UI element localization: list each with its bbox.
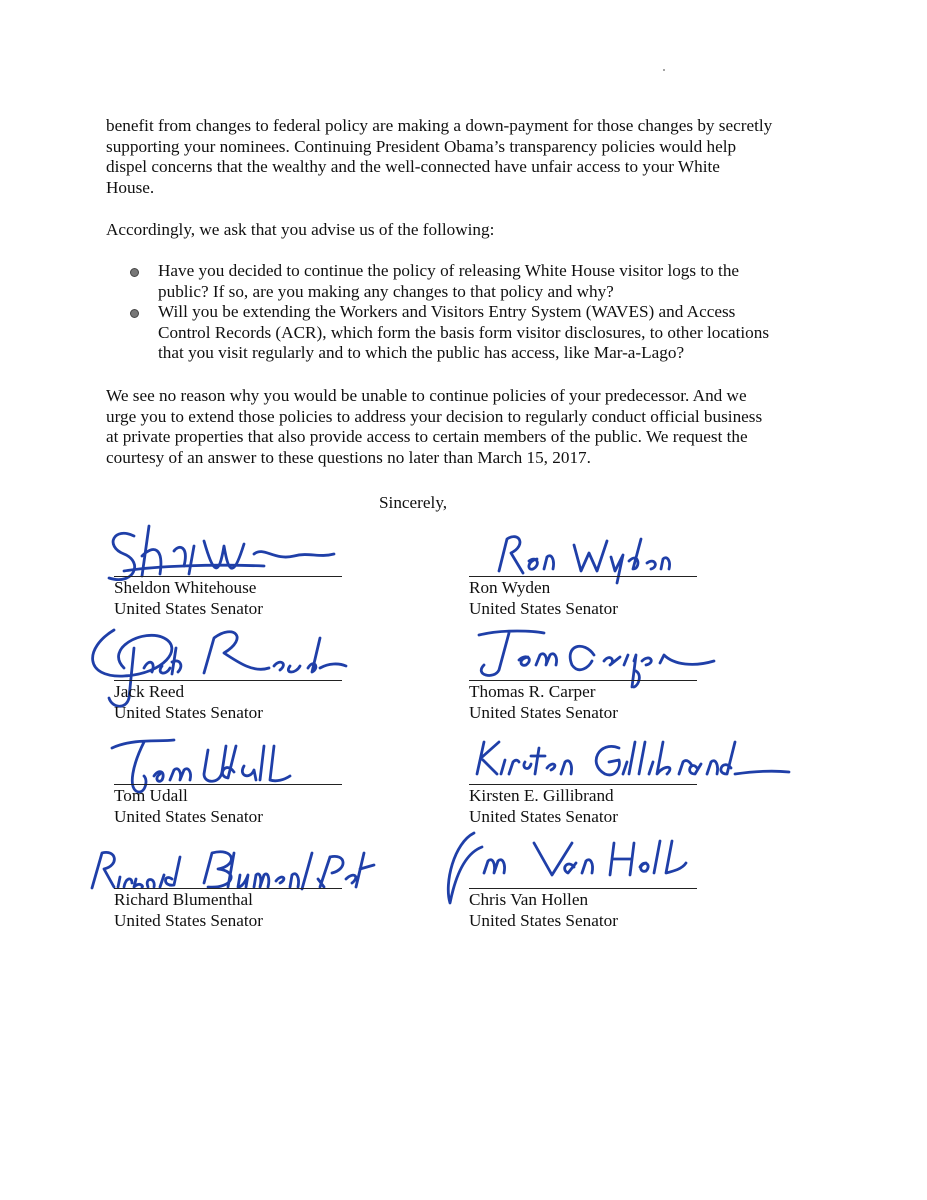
text-line: courtesy of an answer to these questions no later than March 15, 2017.: [106, 447, 591, 467]
text-line: public? If so, are you making any changes to that policy and why?: [158, 281, 614, 301]
signatory-title: United States Senator: [114, 911, 263, 930]
bullet-icon: [130, 268, 139, 277]
text-line: Will you be extending the Workers and Visitors Entry System (WAVES) and Access: [158, 302, 736, 322]
text-line: House.: [106, 177, 155, 197]
question-item: [130, 261, 830, 302]
signatory-name: Ron Wyden: [469, 578, 551, 597]
text-line: We see no reason why you would be unable to continue policies of your predecessor. And we: [106, 386, 747, 405]
signatory-name: Richard Blumenthal: [114, 890, 253, 909]
paragraph-transparency: [106, 116, 806, 198]
signature-line: [114, 784, 342, 785]
bullet-icon: [130, 309, 139, 318]
signatory-name: Chris Van Hollen: [469, 890, 589, 909]
question-list: [130, 261, 830, 364]
text-line: that you visit regularly and to which the public has access, like Mar-a-Lago?: [158, 343, 685, 363]
scan-speck: [663, 69, 665, 71]
text-line: supporting your nominees. Continuing President Obama’s transparency policies would help: [106, 136, 737, 156]
text-line: urge you to extend those policies to address your decision to regularly conduct official business: [106, 406, 763, 426]
signature-line: [469, 680, 697, 681]
closing-salutation: Sincerely,: [379, 493, 448, 512]
signatory-name: Thomas R. Carper: [469, 682, 596, 701]
signatory-title: United States Senator: [469, 911, 618, 930]
signature-line: [469, 576, 697, 577]
signature-line: [114, 680, 342, 681]
signatory-title: United States Senator: [469, 599, 618, 618]
text-line: Control Records (ACR), which form the basis form visitor disclosures, to other locations: [158, 322, 770, 342]
text-line: Accordingly, we ask that you advise us of the following:: [106, 220, 495, 239]
signature-line: [469, 784, 697, 785]
signatory-title: United States Senator: [469, 807, 618, 826]
signatory-title: United States Senator: [114, 703, 263, 722]
signature-line: [469, 888, 697, 889]
signatory-title: United States Senator: [469, 703, 618, 722]
text-line: Have you decided to continue the policy of releasing White House visitor logs to the: [158, 261, 740, 280]
signature-line: [114, 576, 342, 577]
signatory-name: Jack Reed: [114, 682, 185, 701]
paragraph-conclusion: [106, 386, 806, 468]
text-line: at private properties that also provide access to certain members of the public. We request the: [106, 427, 748, 447]
signatory-name: Sheldon Whitehouse: [114, 578, 257, 597]
text-line: dispel concerns that the wealthy and the well-connected have unfair access to your White: [106, 157, 720, 177]
signatory-title: United States Senator: [114, 807, 263, 826]
signatory-name: Tom Udall: [114, 786, 188, 805]
text-line: benefit from changes to federal policy are making a down-payment for those changes by secretly: [106, 116, 773, 135]
signature-line: [114, 888, 342, 889]
paragraph-request: [106, 220, 806, 241]
signature-block-blumenthal: [114, 888, 374, 978]
signatory-title: United States Senator: [114, 599, 263, 618]
handwritten-signature-gillibrand: [469, 734, 809, 794]
signatory-name: Kirsten E. Gillibrand: [469, 786, 614, 805]
signature-block-van-hollen: [469, 888, 729, 978]
question-item: [130, 302, 830, 364]
